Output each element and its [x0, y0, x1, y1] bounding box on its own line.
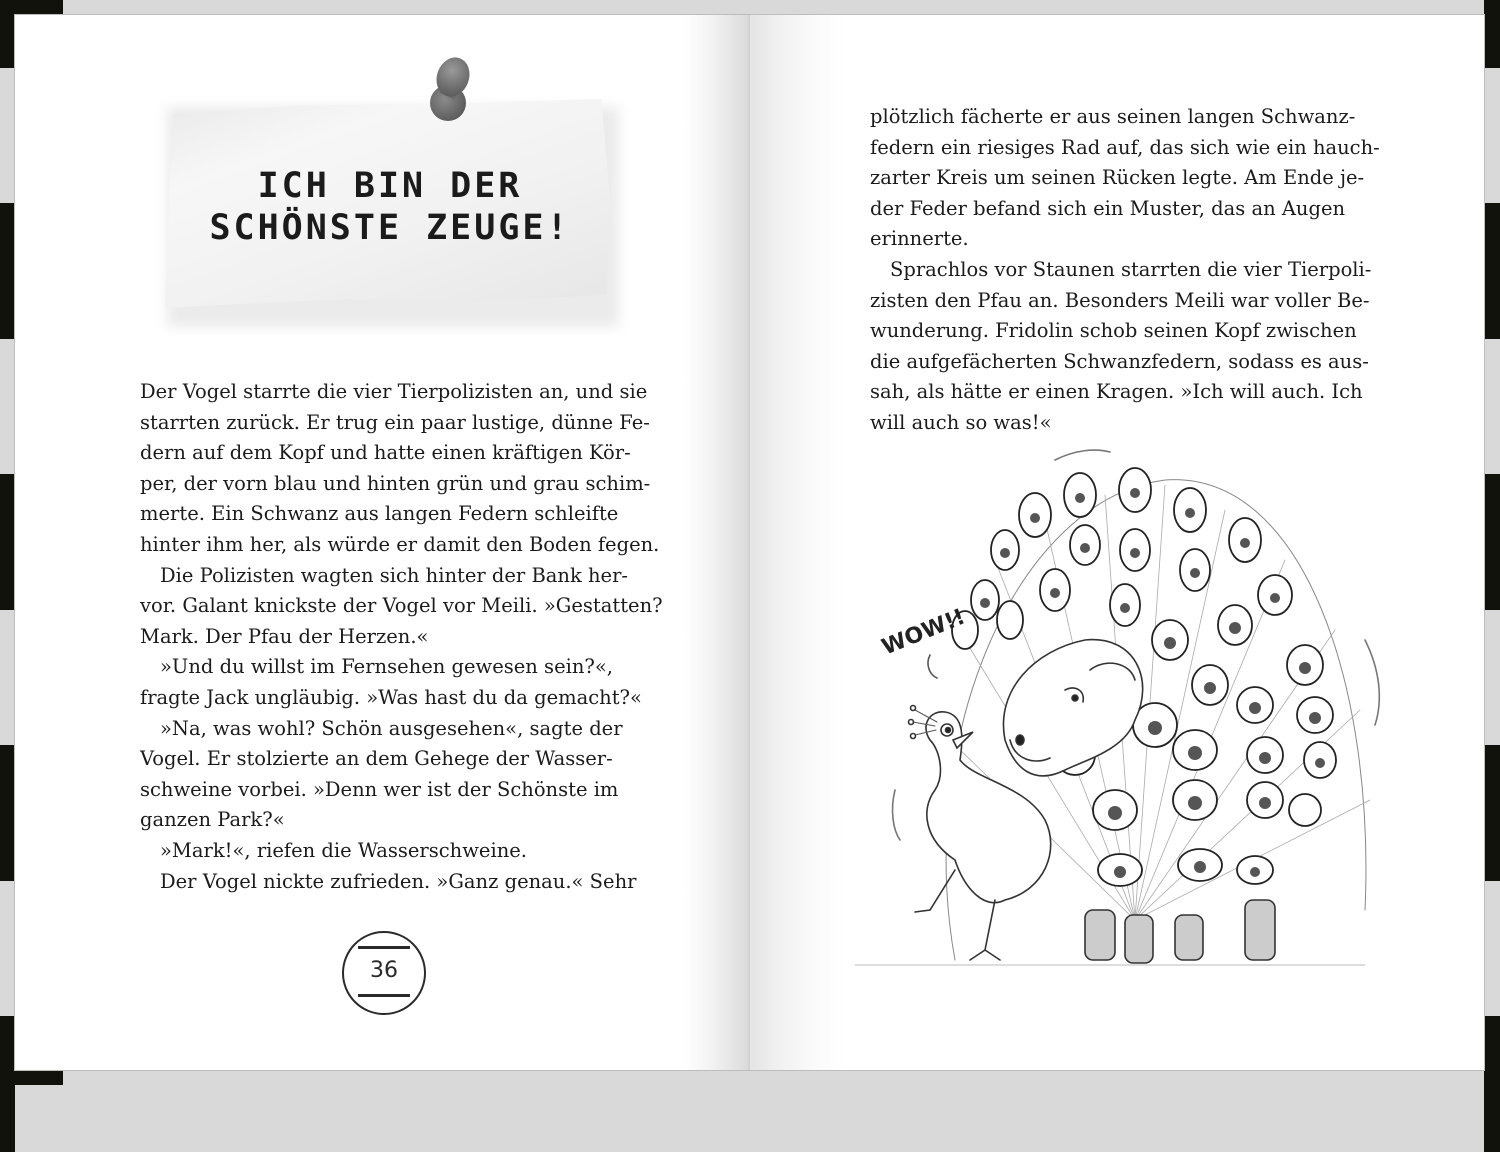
text-line: »Mark!«, riefen die Wasserschweine.: [160, 838, 527, 862]
frame-segment: [0, 68, 15, 204]
text-line: dern auf dem Kopf und hatte einen kräftigen Kör-: [140, 441, 631, 465]
page-number: 36: [370, 958, 398, 983]
text-line: fragte Jack ungläubig. »Was hast du da gemacht?«: [140, 685, 642, 709]
text-line: merte. Ein Schwanz aus langen Federn schleifte: [140, 502, 619, 526]
frame-segment: [0, 474, 15, 610]
text-line: sah, als hätte er einen Kragen. »Ich will auch. Ich: [870, 380, 1363, 404]
text-line: Vogel. Er stolzierte an dem Gehege der Wasser-: [140, 747, 613, 771]
text-line: erinnerte.: [870, 227, 969, 251]
frame-segment: [0, 745, 15, 881]
frame-segment: [0, 881, 15, 1017]
frame-segment: [1484, 745, 1500, 881]
frame-segment: [1484, 881, 1500, 1017]
text-line: Die Polizisten wagten sich hinter der Bank her-: [160, 563, 628, 587]
text-line: schweine vorbei. »Denn wer ist der Schönste im: [140, 777, 619, 801]
frame-segment: [63, 1070, 125, 1085]
text-line: plötzlich fächerte er aus seinen langen Schwanz-: [870, 105, 1356, 128]
frame-segment: [1484, 610, 1500, 746]
frame-segment: [1484, 0, 1500, 68]
peacock-illustration: [835, 440, 1385, 1000]
text-line: »Und du willst im Fernsehen gewesen sein?«,: [160, 655, 613, 679]
chapter-title-line: ICH BIN DER: [257, 166, 523, 206]
frame-segment: [63, 0, 125, 15]
text-line: die aufgefächerten Schwanzfedern, sodass es aus-: [870, 349, 1369, 373]
frame-segment: [1484, 474, 1500, 610]
text-line: Der Vogel starrte die vier Tierpolizisten an, und sie: [140, 380, 648, 403]
text-line: zisten den Pfau an. Besonders Meili war voller Be-: [870, 288, 1370, 312]
text-line: starrten zurück. Er trug ein paar lustige, dünne Fe-: [140, 410, 650, 434]
text-line: »Na, was wohl? Schön ausgesehen«, sagte der: [160, 716, 623, 740]
frame-segment: [0, 1016, 15, 1152]
frame-segment: [1484, 203, 1500, 339]
text-line: vor. Galant knickste der Vogel vor Meili. »Gestatten?: [140, 594, 663, 618]
frame-segment: [1484, 1016, 1500, 1152]
text-line: Sprachlos vor Staunen starrten die vier Tierpoli-: [890, 257, 1372, 281]
frame-segment: [0, 0, 15, 68]
text-line: per, der vorn blau und hinten grün und grau schim-: [140, 471, 651, 495]
text-line: ganzen Park?«: [140, 808, 285, 832]
frame-segment: [0, 203, 15, 339]
chapter-title: [165, 165, 615, 249]
page-number-bar: [358, 994, 410, 997]
text-line: Der Vogel nickte zufrieden. »Ganz genau.« Sehr: [160, 869, 637, 893]
text-line: Mark. Der Pfau der Herzen.«: [140, 624, 429, 648]
frame-segment: [1484, 339, 1500, 475]
left-body-text: [140, 377, 663, 897]
chapter-title-line: SCHÖNSTE ZEUGE!: [209, 208, 571, 248]
text-line: wunderung. Fridolin schob seinen Kopf zwischen: [870, 319, 1357, 343]
speech-text: WOW!!: [878, 604, 969, 661]
text-line: zarter Kreis um seinen Rücken legte. Am Ende je-: [870, 166, 1365, 190]
left-page: [15, 15, 750, 1070]
page-number-bar: [358, 946, 410, 949]
text-line: hinter ihm her, als würde er damit den Boden fegen.: [140, 532, 660, 556]
text-line: der Feder befand sich ein Muster, das an Augen: [870, 196, 1346, 220]
frame-segment: [1484, 68, 1500, 204]
frame-segment: [0, 610, 15, 746]
text-line: federn ein riesiges Rad auf, das sich wie ein hauch-: [870, 135, 1380, 159]
right-body-text: [870, 102, 1380, 439]
text-line: will auch so was!«: [870, 410, 1052, 434]
page-number-badge: [342, 931, 426, 1015]
frame-segment: [0, 339, 15, 475]
